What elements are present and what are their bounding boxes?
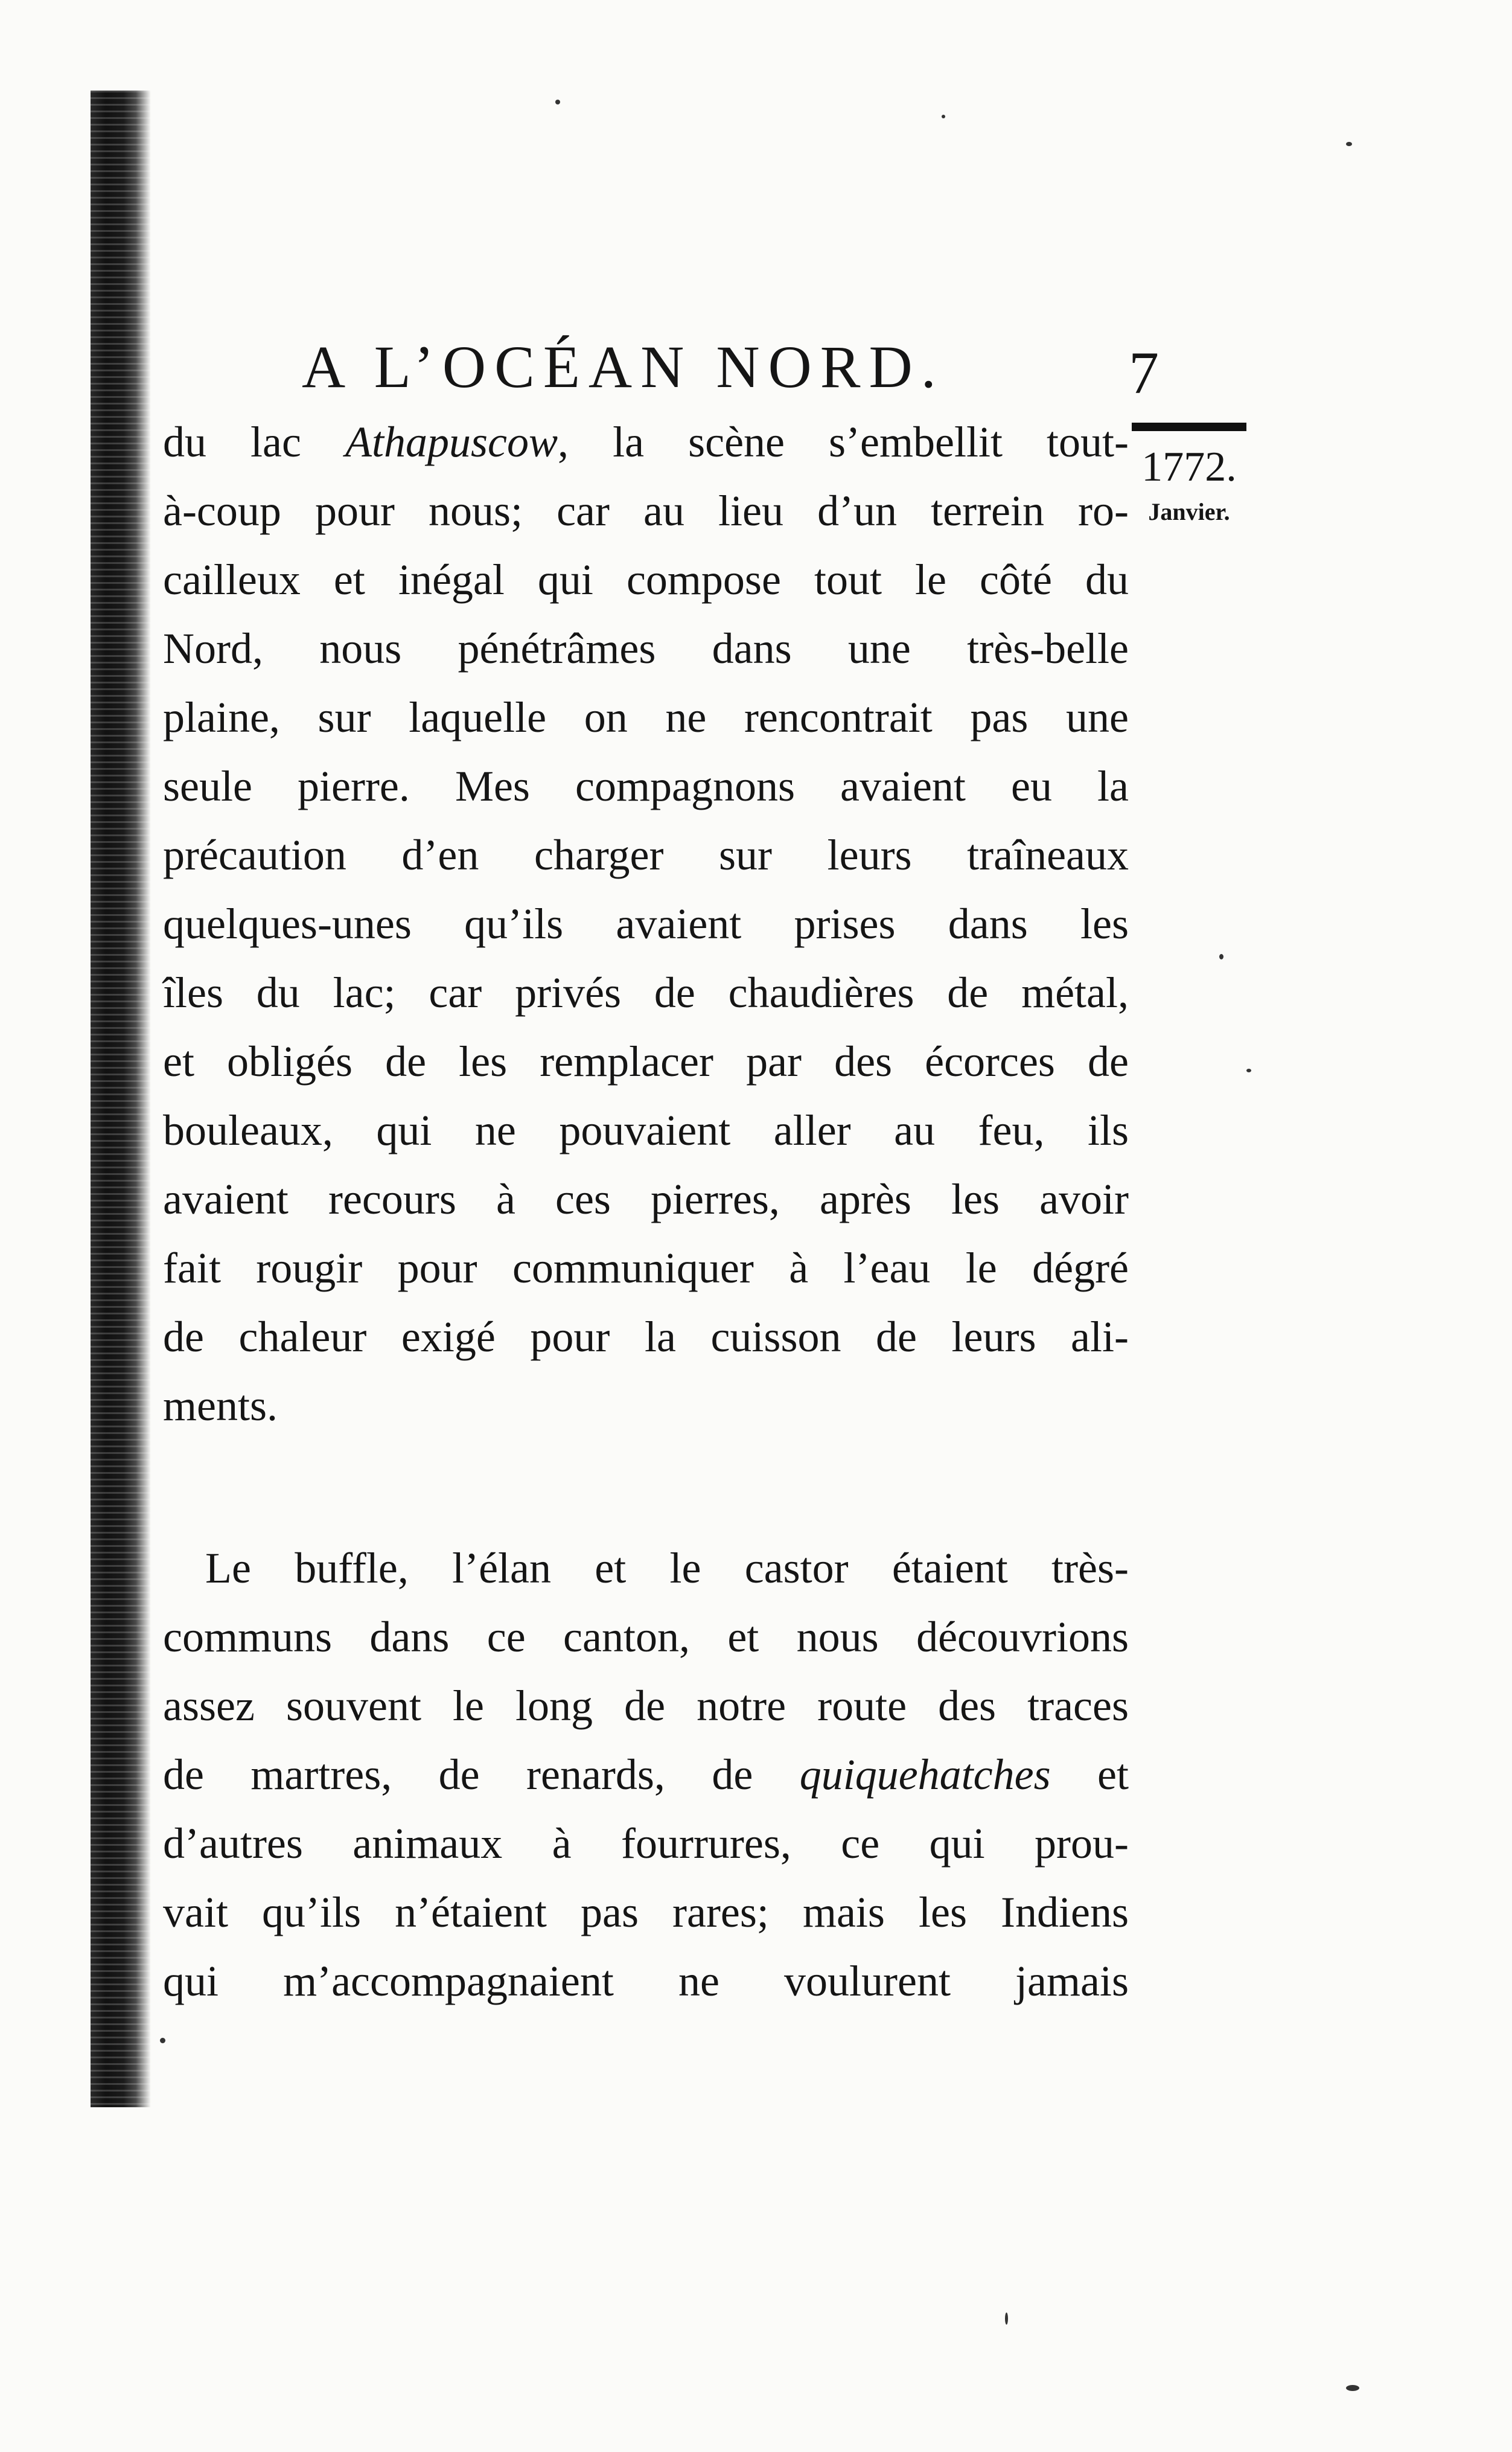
text-line: de chaleur exigé pour la cuisson de leurs ali- [163,1313,1129,1361]
scan-speck [1346,142,1352,146]
text-line: Le buffle, l’élan et le castor étaient très- [205,1544,1129,1592]
page-number: 7 [1129,339,1159,406]
scan-speck [555,100,560,104]
text-line: fait rougir pour communiquer à l’eau le dégré [163,1244,1129,1292]
text-line: qui m’accompagnaient ne voulurent jamais [163,1957,1129,2005]
text-line: Nord, nous pénétrâmes dans une très-belle [163,624,1129,673]
scan-speck [942,115,945,118]
page-header [284,326,1159,417]
text-line: quelques-unes qu’ils avaient prises dans les [163,900,1129,948]
text-line: vait qu’ils n’étaient pas rares; mais les Indiens [163,1888,1129,1936]
scan-speck [1219,954,1223,959]
text-line: assez souvent le long de notre route des traces [163,1682,1129,1730]
paragraph-2 [163,1534,1129,2015]
text-line: précaution d’en charger sur leurs traîneaux [163,831,1129,879]
text-line: cailleux et inégal qui compose tout le côté du [163,555,1129,604]
text-line: et obligés de les remplacer par des écorces de [163,1037,1129,1086]
text-line: communs dans ce canton, et nous découvrions [163,1613,1129,1661]
text-line: avaient recours à ces pierres, après les avoir [163,1175,1129,1223]
margin-note [1129,417,1249,526]
paragraph-1 [163,408,1129,1440]
scan-speck [160,2038,165,2043]
text-line: à-coup pour nous; car au lieu d’un terrein ro- [163,487,1129,535]
text-line: de martres, de renards, de quiquehatches et [163,1750,1129,1799]
running-title: A L’OCÉAN NORD. [302,333,945,400]
text-line: bouleaux, qui ne pouvaient aller au feu, ils [163,1106,1129,1154]
text-line: du lac Athapuscow, la scène s’embellit tout- [163,418,1129,466]
margin-year: 1772. [1141,444,1237,490]
text-line: plaine, sur laquelle on ne rencontrait pas une [163,693,1129,741]
scan-speck [1005,2313,1008,2325]
text-line: îles du lac; car privés de chaudières de métal, [163,968,1129,1017]
binding-shadow [91,91,151,2107]
text-line: d’autres animaux à fourrures, ce qui prou- [163,1819,1129,1868]
margin-rule [1132,423,1246,431]
text-line: seule pierre. Mes compagnons avaient eu la [163,762,1129,810]
text-line: ments. [163,1381,278,1430]
body-text [163,408,1129,2015]
scan-speck [1346,2385,1359,2391]
margin-month: Janvier. [1148,498,1230,525]
scan-speck [1246,1069,1251,1072]
